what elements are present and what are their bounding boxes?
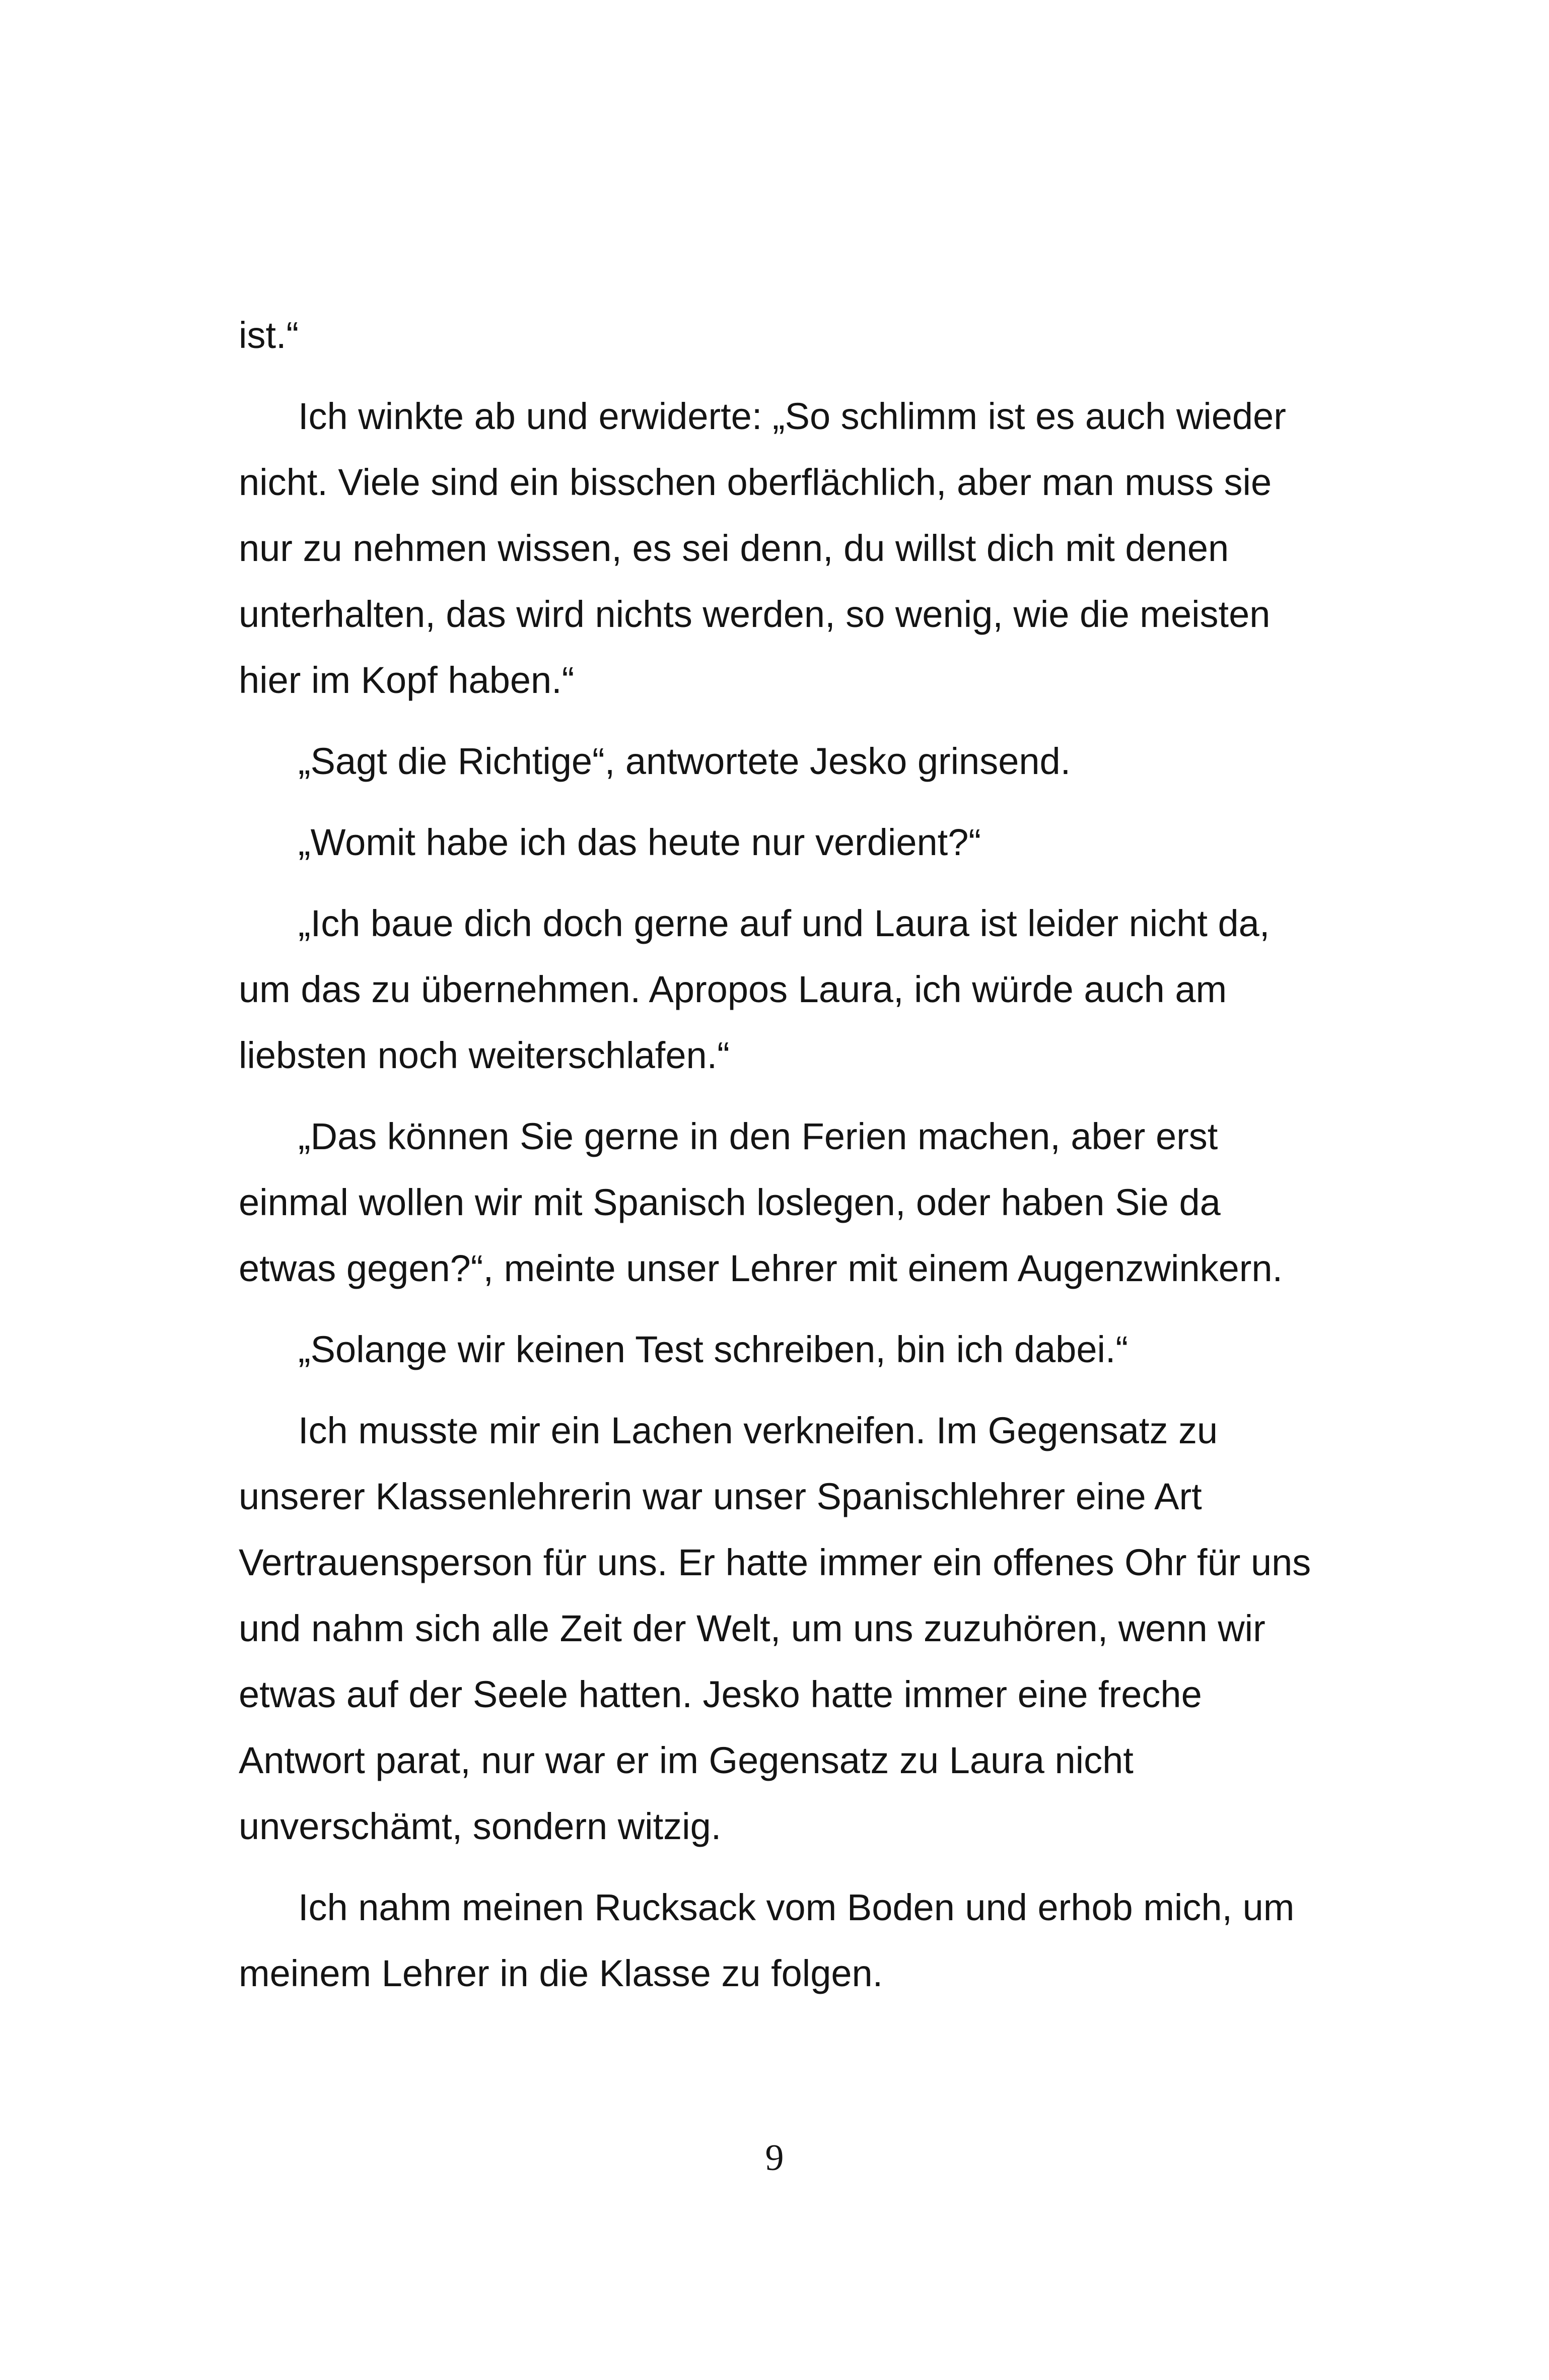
paragraph-5: „Ich baue dich doch gerne auf und Laura ist leider nicht da, um das zu übernehmen. Apropos Laura, ich würde auch am liebsten noch weiterschlafen.“	[239, 902, 1270, 1076]
page-number: 9	[765, 2137, 784, 2179]
paragraph-8: Ich musste mir ein Lachen verkneifen. Im Gegensatz zu unserer Klassenlehrerin war unser Spanischlehrer eine Art Vertrauensperson für uns. Er hatte immer ein offenes Ohr für uns und nahm sich alle Zeit der Welt, um uns zuzuhören, wenn wir etwas auf der Seele hatten. Jesko hatte immer eine freche Antwort parat, nur war er im Gegensatz zu Laura nicht unverschämt, sondern witzig.	[239, 1410, 1311, 1847]
paragraph-6: „Das können Sie gerne in den Ferien machen, aber erst einmal wollen wir mit Spanisch loslegen, oder haben Sie da etwas gegen?“, meinte unser Lehrer mit einem Augenzwinkern.	[239, 1115, 1283, 1289]
paragraph-2: Ich winkte ab und erwiderte: „So schlimm ist es auch wieder nicht. Viele sind ein bisschen oberflächlich, aber man muss sie nur zu nehmen wissen, es sei denn, du willst dich mit denen unterhalten, das wird nichts werden, so wenig, wie die meisten hier im Kopf haben.“	[239, 395, 1286, 701]
paragraph-4: „Womit habe ich das heute nur verdient?“	[298, 821, 981, 863]
paragraph-3: „Sagt die Richtige“, antwortete Jesko grinsend.	[298, 740, 1071, 782]
paragraph-7: „Solange wir keinen Test schreiben, bin ich dabei.“	[298, 1328, 1129, 1370]
paragraph-9: Ich nahm meinen Rucksack vom Boden und erhob mich, um meinem Lehrer in die Klasse zu folgen.	[239, 1886, 1295, 1994]
body-text	[239, 302, 1311, 2021]
paragraph-1: ist.“	[239, 314, 299, 356]
